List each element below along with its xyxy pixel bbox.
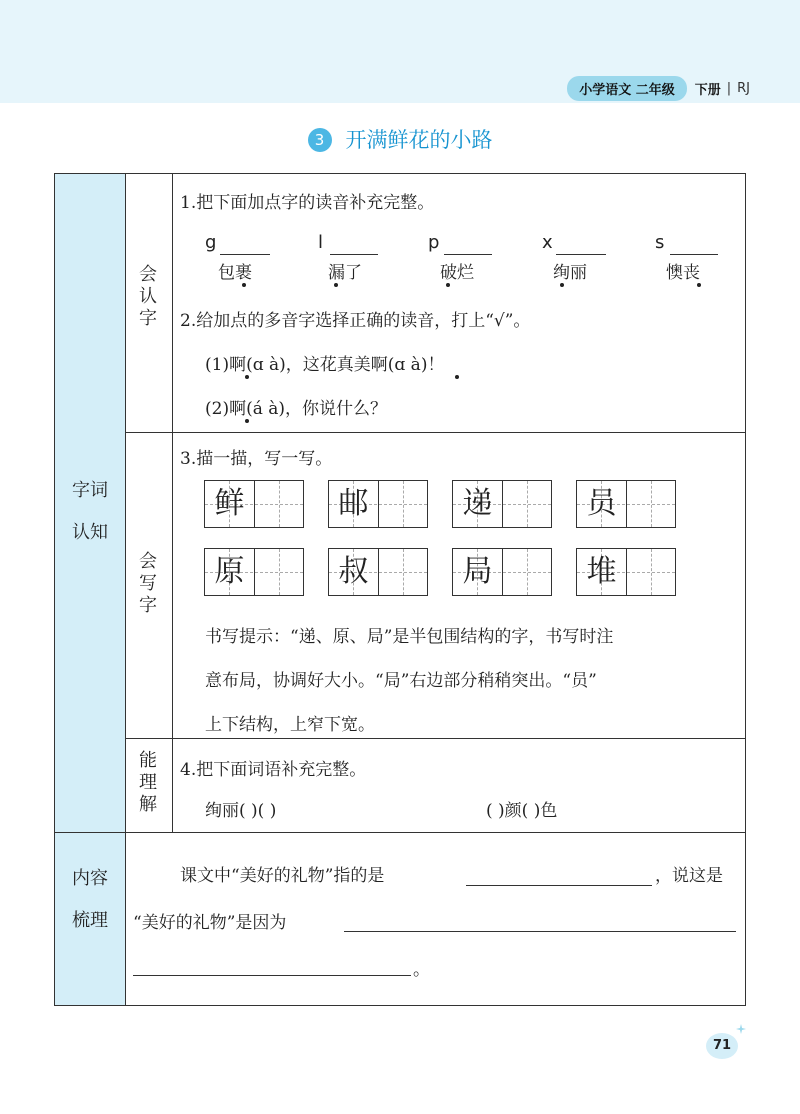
word-1: 包裹 (218, 263, 252, 283)
q4-prompt: 4.把下面词语补充完整。 (180, 760, 367, 780)
summary-text-1a: 课文中“美好的礼物”指的是 (180, 866, 385, 886)
q2-line-2: (2)啊(á à)，你说什么？ (205, 399, 388, 419)
header-bar (567, 76, 750, 101)
model-character: 递 (462, 486, 493, 521)
summary-text-1b: ，说这是 (655, 866, 723, 886)
word-4: 绚丽 (553, 263, 587, 283)
subsection-label-huiren: 会认字 (139, 264, 157, 329)
summary-blank-3[interactable] (133, 975, 411, 976)
subsection-label-huixie: 会写字 (139, 551, 157, 616)
pinyin-initial-3: p (428, 232, 440, 253)
page-number: 71 (706, 1033, 738, 1059)
q2-line-1: (1)啊(ɑ à)，这花真美啊(ɑ à)！ (205, 355, 445, 375)
q1-prompt: 1.把下面加点字的读音补充完整。 (180, 193, 435, 213)
pinyin-initial-5: s (655, 232, 665, 253)
sparkle-icon (736, 1024, 746, 1034)
lesson-number-badge: 3 (308, 128, 332, 152)
word-2: 漏了 (328, 263, 362, 283)
header-separator: | (726, 81, 732, 96)
subsection-label-lijie: 能理解 (139, 750, 157, 815)
writing-grid-5[interactable] (204, 548, 304, 596)
emphasis-dot-q2-3 (245, 419, 249, 423)
emphasis-dot-2 (334, 283, 338, 287)
model-character: 原 (214, 554, 245, 589)
pinyin-initial-4: x (542, 232, 553, 253)
word-5: 懊丧 (666, 263, 700, 283)
emphasis-dot-q2-1 (245, 375, 249, 379)
q2-prompt: 2.给加点的多音字选择正确的读音，打上“√”。 (180, 311, 531, 331)
writing-tip-line-1: 书写提示：“递、原、局”是半包围结构的字，书写时注 (205, 627, 614, 647)
writing-grid-1[interactable] (204, 480, 304, 528)
pinyin-blank-4[interactable] (556, 254, 606, 255)
writing-grid-7[interactable] (452, 548, 552, 596)
writing-grid-4[interactable] (576, 480, 676, 528)
summary-text-2: “美好的礼物”是因为 (133, 913, 287, 933)
word-3: 破烂 (440, 263, 474, 283)
writing-grid-3[interactable] (452, 480, 552, 528)
edition-label: RJ (737, 81, 750, 96)
section-label-neirong: 内容梳理 (72, 868, 108, 931)
q4-phrase-2[interactable]: ( )颜( )色 (486, 801, 558, 821)
emphasis-dot-3 (446, 283, 450, 287)
model-character: 叔 (338, 554, 369, 589)
writing-grid-8[interactable] (576, 548, 676, 596)
lesson-title (0, 124, 800, 154)
section-label-zici: 字词认知 (72, 480, 108, 543)
emphasis-dot-q2-2 (455, 375, 459, 379)
emphasis-dot-5 (697, 283, 701, 287)
lesson-title-text: 开满鲜花的小路 (345, 128, 493, 152)
subject-grade-pill: 小学语文 二年级 (567, 76, 687, 101)
summary-blank-2[interactable] (344, 931, 736, 932)
writing-tip-line-3: 上下结构，上窄下宽。 (205, 715, 375, 735)
emphasis-dot-4 (560, 283, 564, 287)
pinyin-blank-5[interactable] (670, 254, 718, 255)
emphasis-dot-1 (242, 283, 246, 287)
pinyin-blank-1[interactable] (220, 254, 270, 255)
summary-blank-1[interactable] (466, 885, 652, 886)
model-character: 鲜 (214, 486, 245, 521)
pinyin-initial-1: g (205, 232, 217, 253)
model-character: 局 (462, 554, 493, 589)
volume-label: 下册 (694, 83, 721, 98)
q4-phrase-1[interactable]: 绚丽( )( ) (205, 801, 277, 821)
model-character: 堆 (586, 554, 617, 589)
model-character: 邮 (338, 486, 369, 521)
model-character: 员 (586, 486, 617, 521)
writing-grid-2[interactable] (328, 480, 428, 528)
summary-end-mark: 。 (413, 960, 430, 980)
pinyin-initial-2: l (318, 232, 324, 253)
writing-tip-line-2: 意布局，协调好大小。“局”右边部分稍稍突出。“员” (205, 671, 597, 691)
pinyin-blank-3[interactable] (444, 254, 492, 255)
q3-prompt: 3.描一描，写一写。 (180, 449, 333, 469)
pinyin-blank-2[interactable] (330, 254, 378, 255)
writing-grid-6[interactable] (328, 548, 428, 596)
